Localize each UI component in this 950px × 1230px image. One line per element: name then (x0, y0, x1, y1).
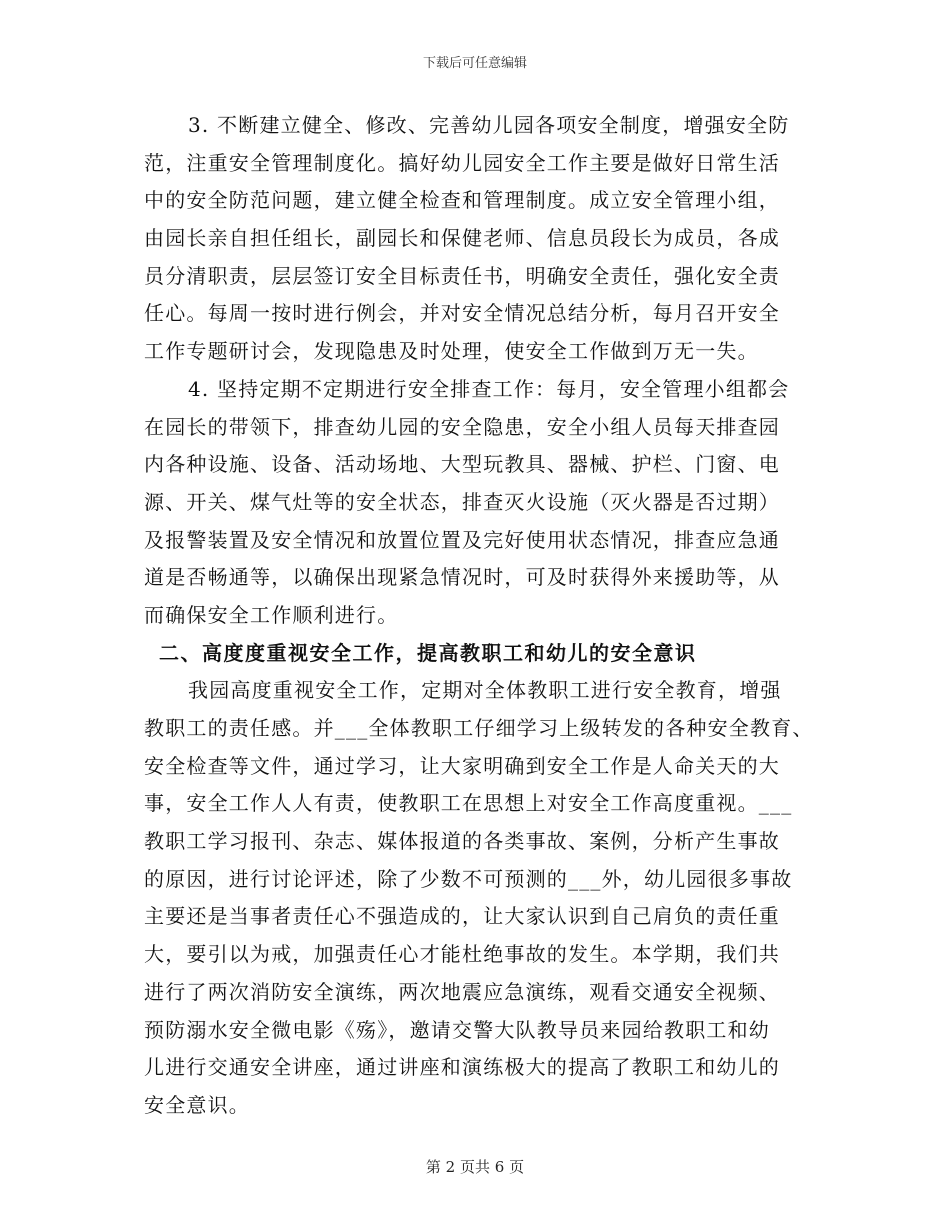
paragraph-line: 任心。每周一按时进行例会，并对安全情况总结分析，每月召开安全 (144, 301, 780, 326)
paragraph-line: 的原因，进行讨论评述，除了少数不可预测的___外，幼儿园很多事故 (144, 866, 793, 891)
paragraph-line: 事，安全工作人人有责，使教职工在思想上对安全工作高度重视。___ (144, 791, 793, 816)
document-body (144, 107, 819, 1125)
paragraph-line: 大，要引以为戒，加强责任心才能杜绝事故的发生。本学期，我们共 (144, 942, 780, 967)
paragraph-line: 及报警装置及安全情况和放置位置及完好使用状态情况，排查应急通 (144, 527, 780, 552)
paragraph-line: 源、开关、煤气灶等的安全状态，排查灭火设施（灭火器是否过期） (144, 489, 780, 514)
page-number: 第 2 页共 6 页 (425, 1158, 525, 1176)
paragraph-line: 中的安全防范问题，建立健全检查和管理制度。成立安全管理小组， (144, 188, 780, 213)
paragraph-line: 内各种设施、设备、活动场地、大型玩教具、器械、护栏、门窗、电 (144, 452, 780, 477)
paragraph-line: 预防溺水安全微电影《殇》，邀请交警大队教导员来园给教职工和幼 (144, 1017, 770, 1042)
paragraph-line: 而确保安全工作顺利进行。 (144, 602, 399, 627)
paragraph-line: 工作专题研讨会，发现隐患及时处理，使安全工作做到万无一失。 (144, 339, 759, 364)
page-header: 下载后可任意编辑 (422, 56, 527, 71)
paragraph-line: 教职工学习报刊、杂志、媒体报道的各类事故、案例，分析产生事故 (144, 829, 780, 854)
paragraph-line: 安全检查等文件，通过学习，让大家明确到安全工作是人命关天的大 (144, 753, 780, 778)
paragraph-line: 范，注重安全管理制度化。搞好幼儿园安全工作主要是做好日常生活 (144, 150, 780, 175)
paragraph-line: 3. 不断建立健全、修改、完善幼儿园各项安全制度，增强安全防 (188, 113, 790, 137)
paragraph-line: 我园高度重视安全工作，定期对全体教职工进行安全教育，增强 (188, 678, 782, 703)
paragraph-line: 教职工的责任感。并___全体教职工仔细学习上级转发的各种安全教育、 (144, 716, 814, 740)
paragraph-line: 4. 坚持定期不定期进行安全排查工作：每月，安全管理小组都会 (188, 376, 790, 401)
paragraph-line: 主要还是当事者责任心不强造成的，让大家认识到自己肩负的责任重 (144, 904, 780, 929)
paragraph-line: 道是否畅通等，以确保出现紧急情况时，可及时获得外来援助等，从 (144, 565, 780, 590)
paragraph-line: 进行了两次消防安全演练，两次地震应急演练，观看交通安全视频、 (144, 979, 780, 1004)
paragraph-line: 员分清职责，层层签订安全目标责任书，明确安全责任，强化安全责 (144, 263, 780, 288)
paragraph-line: 儿进行交通安全讲座，通过讲座和演练极大的提高了教职工和幼儿的 (144, 1055, 780, 1080)
paragraph-line: 安全意识。 (144, 1092, 250, 1117)
paragraph-line: 在园长的带领下，排查幼儿园的安全隐患，安全小组人员每天排查园 (144, 414, 780, 439)
section-heading: 二、高度度重视安全工作，提高教职工和幼儿的安全意识 (159, 640, 697, 665)
paragraph-line: 由园长亲自担任组长，副园长和保健老师、信息员段长为成员，各成 (144, 226, 780, 251)
